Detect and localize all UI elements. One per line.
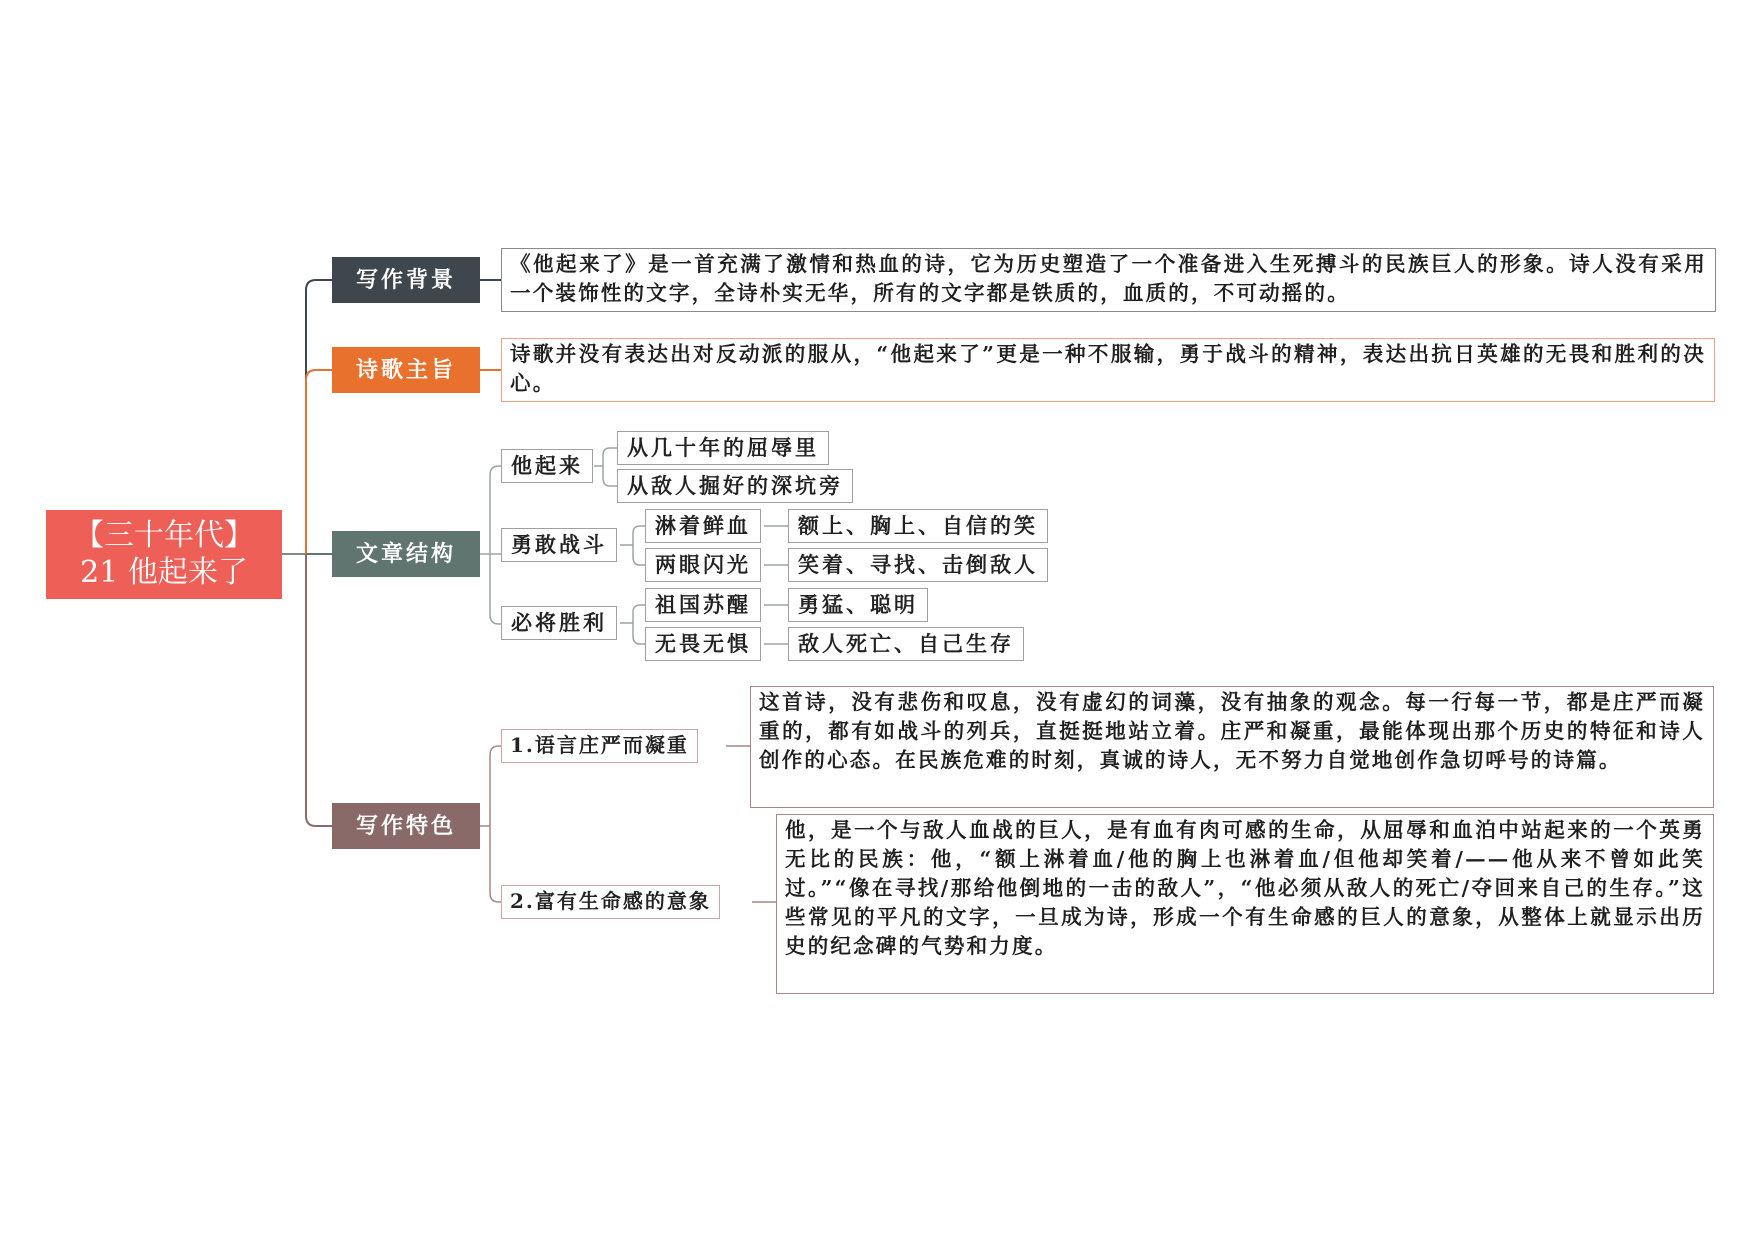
structure-item[interactable]: 两眼闪光 [645,548,761,582]
root-era: 【三十年代】 [74,518,254,553]
background-text-box: 《他起来了》是一首充满了激情和热血的诗，它为历史塑造了一个准备进入生死搏斗的民族巨人的形象。诗人没有采用一个装饰性的文字，全诗朴实无华，所有的文字都是铁质的，血质的，不可动摇的。 [501,248,1716,312]
structure-item[interactable]: 无畏无惧 [645,627,761,661]
structure-item[interactable]: 从敌人掘好的深坑旁 [617,469,853,503]
trunk-to-background [306,280,332,554]
branch-features[interactable]: 写作特色 [332,803,480,849]
branch-background[interactable]: 写作背景 [332,257,480,303]
structure-item[interactable]: 淋着鲜血 [645,509,761,543]
root-title: 21 他起来了 [80,555,248,590]
structure-group-fight[interactable]: 勇敢战斗 [501,528,617,562]
root-topic[interactable] [46,510,282,599]
structure-detail[interactable]: 笑着、寻找、击倒敌人 [788,548,1048,582]
structure-detail[interactable]: 敌人死亡、自己生存 [788,627,1024,661]
theme-text-box: 诗歌并没有表达出对反动派的服从，“他起来了”更是一种不服输，勇于战斗的精神，表达出抗日英雄的无畏和胜利的决心。 [501,338,1715,402]
trunk-to-features [306,554,332,826]
feature-imagery-text: 他，是一个与敌人血战的巨人，是有血有肉可感的生命，从屈辱和血泊中站起来的一个英勇无比的民族：他，“额上淋着血/他的胸上也淋着血/但他却笑着/——他从来不曾如此笑过。”“像在寻找/那给他倒地的一击的敌人”，“他必须从敌人的死亡/夺回来自己的生存。”这些常见的平凡的文字，一旦成为诗，形成一个有生命感的巨人的意象，从整体上就显示出历史的纪念碑的气势和力度。 [776,814,1714,994]
feature-imagery[interactable]: 2.富有生命感的意象 [501,885,720,919]
feature-language-text: 这首诗，没有悲伤和叹息，没有虚幻的词藻，没有抽象的观念。每一行每一节，都是庄严而凝重的，都有如战斗的列兵，直挺挺地站立着。庄严和凝重，最能体现出那个历史的特征和诗人创作的心态。在民族危难的时刻，真诚的诗人，无不努力自觉地创作急切呼号的诗篇。 [750,686,1714,808]
structure-detail[interactable]: 额上、胸上、自信的笑 [788,509,1048,543]
structure-group-victory[interactable]: 必将胜利 [501,606,617,640]
branch-structure[interactable]: 文章结构 [332,531,480,577]
structure-item[interactable]: 从几十年的屈辱里 [617,431,829,465]
branch-theme[interactable]: 诗歌主旨 [332,347,480,393]
structure-item[interactable]: 祖国苏醒 [645,588,761,622]
structure-detail[interactable]: 勇猛、聪明 [788,588,928,622]
structure-group-rise[interactable]: 他起来 [501,449,593,483]
feature-language[interactable]: 1.语言庄严而凝重 [501,729,698,763]
trunk-to-theme [306,370,332,554]
